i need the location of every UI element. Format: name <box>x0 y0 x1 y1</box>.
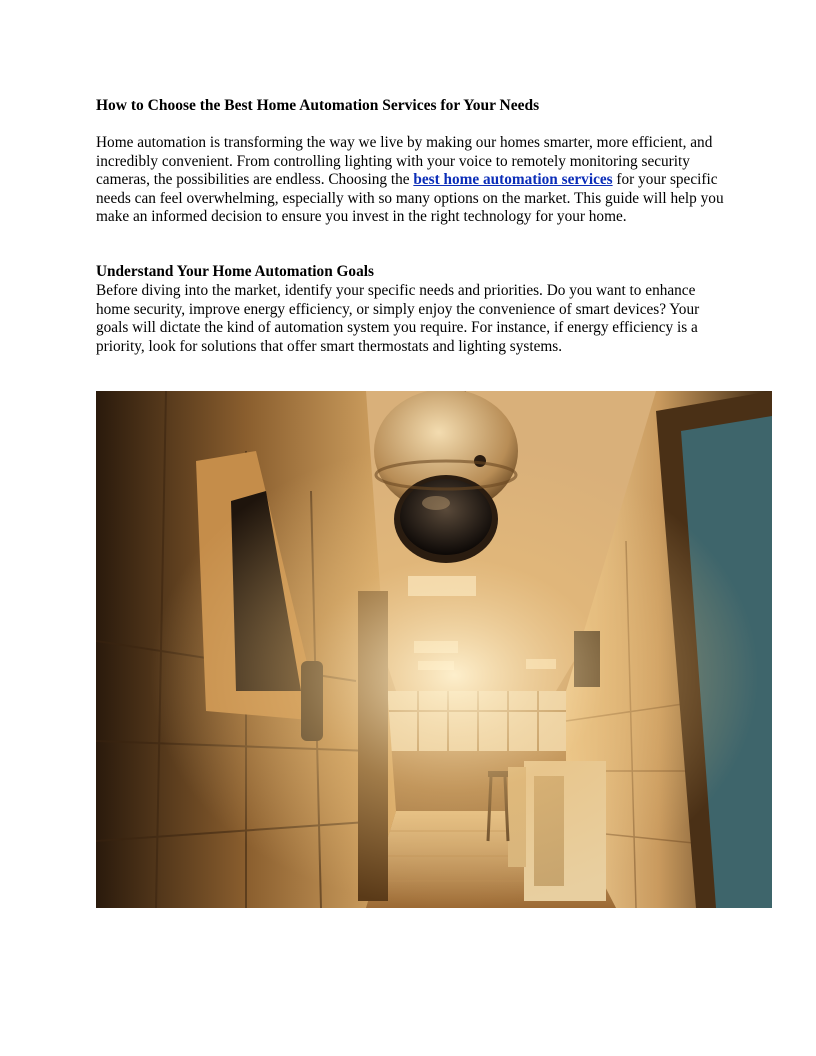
article-title: How to Choose the Best Home Automation Services for Your Needs <box>96 97 540 114</box>
intro-paragraph <box>96 134 726 227</box>
intro-text-before: Home automation is transforming the way we live by making our homes smarter, more efficient, and incredibly convenient. From controlling lighting with your voice to remotely monitoring security cameras, the possibilities are endless. Choosing the <box>96 134 713 189</box>
section-paragraph: Before diving into the market, identify your specific needs and priorities. Do you want to enhance home security, improve energy efficiency, or simply enjoy the convenience of smart devices? Your goals will dictate the kind of automation system you require. For instance, if energy efficiency is a priority, look for solutions that offer smart thermostats and lighting systems. <box>96 282 700 355</box>
security-camera-hallway-photo <box>96 391 772 908</box>
best-home-automation-services-link[interactable]: best home automation services <box>413 171 613 189</box>
intro-text-after: for your specific needs can feel overwhelming, especially with so many options on the market. This guide will help you make an informed decision to ensure you invest in the right technology for your home. <box>96 171 724 226</box>
section-heading: Understand Your Home Automation Goals <box>96 263 374 280</box>
